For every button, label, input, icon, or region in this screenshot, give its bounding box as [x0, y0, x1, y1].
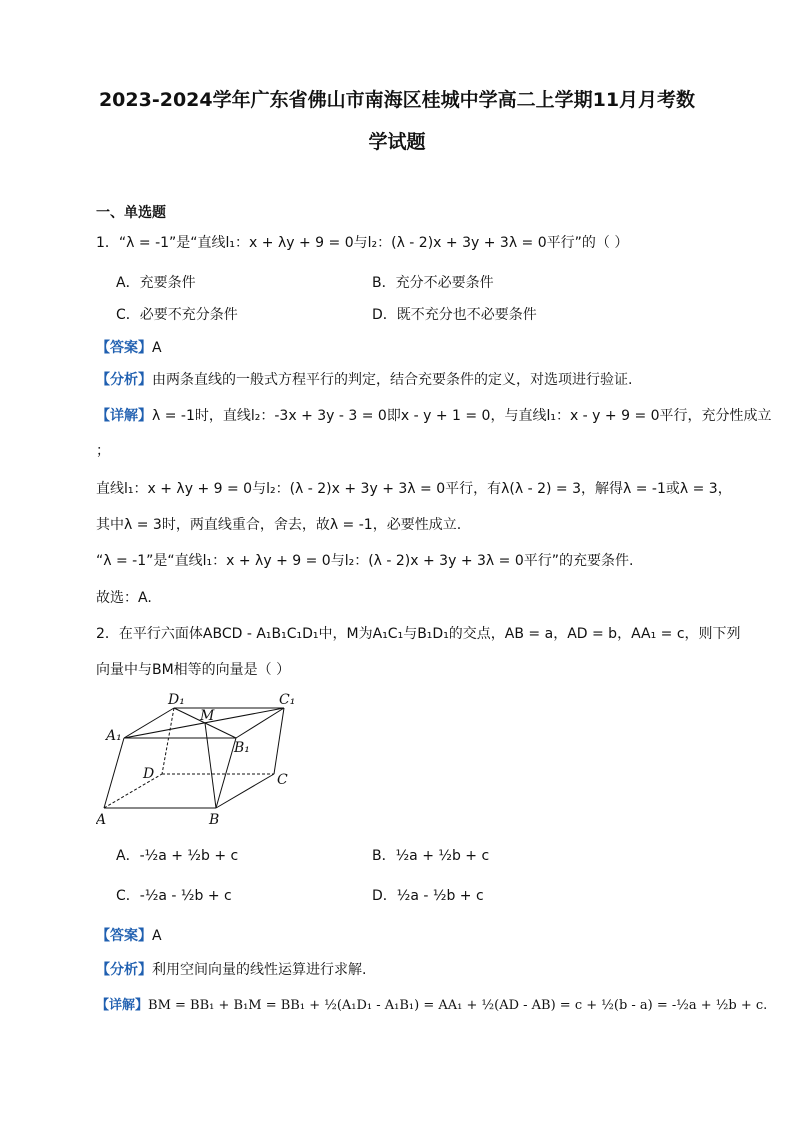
analysis-tag: 【分析】 [96, 962, 152, 978]
q1-stem: 1．“λ = -1”是“直线l₁：x + λy + 9 = 0与l₂：(λ - 2)x + 3y + 3λ = 0平行”的（ ） [96, 235, 629, 251]
label-m: M [200, 708, 215, 724]
exam-title-line1: 2023-2024学年广东省佛山市南海区桂城中学高二上学期11月月考数 [98, 89, 696, 111]
q1-detail-2: 直线l₁：x + λy + 9 = 0与l₂：(λ - 2)x + 3y + 3λ = 0平行，有λ(λ - 2) = 3，解得λ = -1或λ = 3， [96, 481, 732, 497]
detail-text: λ = -1时，直线l₂：-3x + 3y - 3 = 0即x - y + 1 = 0，与直线l₁：x - y + 9 = 0平行，充分性成立 [152, 408, 772, 424]
q1-option-d: D．既不充分也不必要条件 [372, 307, 537, 323]
q2-stem-line2: 向量中与BM相等的向量是（ ） [96, 662, 291, 678]
analysis-text: 利用空间向量的线性运算进行求解. [152, 962, 367, 978]
label-d: D [143, 766, 155, 782]
answer-tag: 【答案】 [96, 340, 152, 356]
answer-value: A [152, 340, 162, 356]
answer-tag: 【答案】 [96, 928, 152, 944]
q2-analysis [96, 960, 366, 980]
edge-c1-c [274, 708, 284, 774]
q1-analysis [96, 370, 632, 390]
label-a1: A₁ [106, 728, 122, 744]
q1-detail-4: “λ = -1”是“直线l₁：x + λy + 9 = 0与l₂：(λ - 2)x + 3y + 3λ = 0平行”的充要条件. [96, 553, 634, 569]
q1-option-c: C．必要不充分条件 [116, 307, 238, 323]
detail-text: BM = BB₁ + B₁M = BB₁ + ½(A₁D₁ - A₁B₁) = AA₁ + ½(AD - AB) = c + ½(b - a) = -½a + ½b + c. [148, 998, 768, 1013]
label-c1: C₁ [279, 692, 296, 708]
label-b: B [209, 812, 220, 828]
label-b1: B₁ [234, 740, 250, 756]
q2-option-d: D．½a - ½b + c [372, 888, 484, 904]
q1-option-a: A．充要条件 [116, 275, 196, 291]
answer-value: A [152, 928, 162, 944]
q2-option-b: B．½a + ½b + c [372, 848, 490, 864]
q1-detail-1 [96, 406, 772, 426]
detail-tag: 【详解】 [96, 408, 152, 424]
edge-a1-a [104, 738, 124, 808]
label-d1: D₁ [168, 692, 185, 708]
q1-detail-3: 其中λ = 3时，两直线重合，舍去，故λ = -1，必要性成立. [96, 517, 462, 533]
label-a: A [96, 812, 107, 828]
segment-b-m [205, 723, 216, 808]
q2-answer [96, 926, 162, 946]
parallelepiped-figure [96, 688, 316, 832]
analysis-tag: 【分析】 [96, 372, 152, 388]
q1-conclusion: 故选：A. [96, 590, 152, 606]
label-c: C [277, 772, 288, 788]
q2-stem-line1: 2．在平行六面体ABCD - A₁B₁C₁D₁中，M为A₁C₁与B₁D₁的交点，AB = a，AD = b，AA₁ = c，则下列 [96, 626, 741, 642]
q1-option-b: B．充分不必要条件 [372, 275, 494, 291]
q2-option-a: A．-½a + ½b + c [116, 848, 239, 864]
section-heading: 一、单选题 [96, 205, 166, 221]
parallelepiped-diagram [96, 688, 316, 828]
q2-detail [96, 996, 767, 1016]
exam-title-line2: 学试题 [368, 131, 426, 153]
edge-d1-d-hidden [162, 708, 174, 774]
analysis-text: 由两条直线的一般式方程平行的判定，结合充要条件的定义，对选项进行验证. [152, 372, 633, 388]
detail-tag: 【详解】 [96, 998, 149, 1013]
q1-answer [96, 338, 162, 358]
q2-option-c: C．-½a - ½b + c [116, 888, 232, 904]
q1-detail-1b: ； [96, 443, 110, 459]
